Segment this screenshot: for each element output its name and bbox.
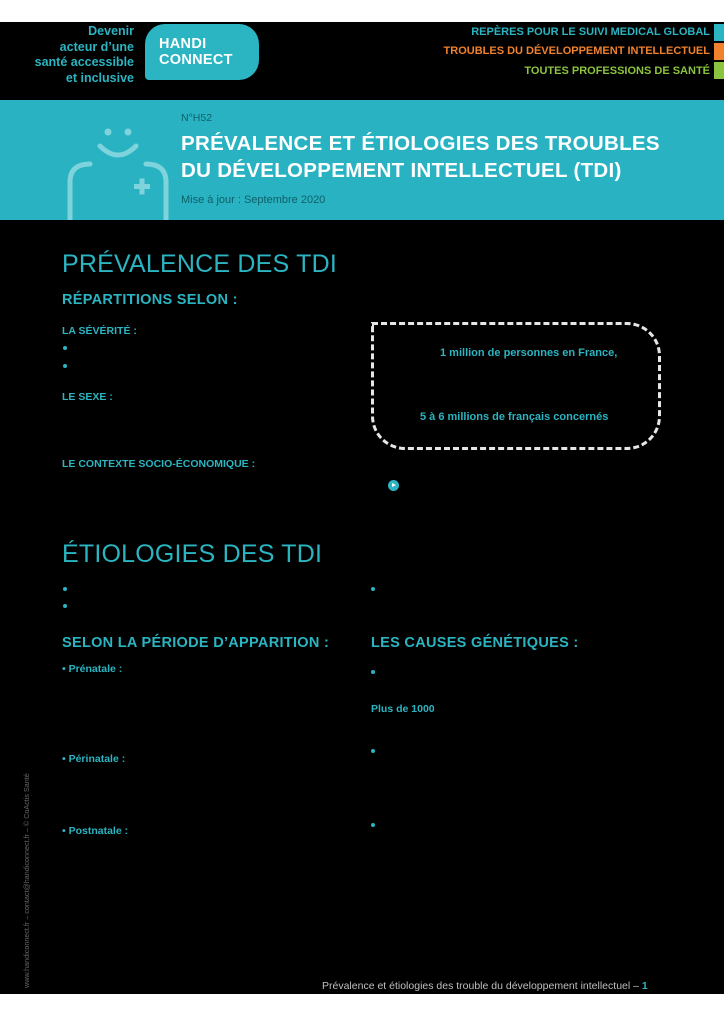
- etiologies-heading: ÉTIOLOGIES DES TDI: [62, 540, 323, 568]
- color-bar-orange: [714, 43, 724, 60]
- period-heading: SELON LA PÉRIODE D’APPARITION :: [62, 635, 330, 651]
- bullet: [371, 823, 375, 827]
- sex-label: LE SEXE :: [62, 391, 113, 403]
- bullet: [63, 587, 67, 591]
- bullet: [63, 364, 67, 368]
- logo-text: HANDI: [159, 36, 207, 52]
- category-troubles: TROUBLES DU DÉVELOPPEMENT INTELLECTUEL: [443, 45, 710, 57]
- tagline-line: Devenir: [88, 24, 134, 38]
- title-line: PRÉVALENCE ET ÉTIOLOGIES DES TROUBLES: [181, 132, 660, 155]
- key-figure-2: 5 à 6 millions de français concernés: [420, 411, 609, 423]
- side-credits: www.handiconnect.fr – contact@handiconnect.fr – © CoActis Santé: [22, 773, 31, 988]
- page-title: [181, 130, 660, 184]
- postnatal-label: • Postnatale :: [62, 825, 129, 837]
- bullet: [371, 749, 375, 753]
- repartitions-heading: RÉPARTITIONS SELON :: [62, 292, 238, 308]
- tagline-line: santé accessible: [34, 55, 134, 69]
- perinatal-label: • Périnatale :: [62, 753, 126, 765]
- genetic-count: Plus de 1000: [371, 703, 435, 715]
- color-bar-green: [714, 62, 724, 79]
- logo-text: CONNECT: [159, 52, 233, 68]
- sheet-number: N°H52: [181, 112, 213, 124]
- genetic-heading: LES CAUSES GÉNÉTIQUES :: [371, 635, 579, 651]
- severity-label: LA SÉVÉRITÉ :: [62, 325, 137, 337]
- category-professions: TOUTES PROFESSIONS DE SANTÉ: [524, 65, 710, 77]
- update-date: Mise à jour : Septembre 2020: [181, 194, 326, 206]
- page-footer: [322, 980, 648, 992]
- title-band: [0, 100, 724, 220]
- prenatal-label: • Prénatale :: [62, 663, 123, 675]
- prevalence-heading: PRÉVALENCE DES TDI: [62, 250, 337, 278]
- title-line: DU DÉVELOPPEMENT INTELLECTUEL (TDI): [181, 159, 622, 182]
- bullet: [371, 670, 375, 674]
- category-reperes: REPÈRES POUR LE SUIVI MEDICAL GLOBAL: [471, 26, 710, 38]
- context-label: LE CONTEXTE SOCIO-ÉCONOMIQUE :: [62, 458, 256, 470]
- key-figures-box: [371, 322, 661, 450]
- doctor-mascot-icon: [62, 112, 172, 220]
- play-icon[interactable]: [388, 480, 399, 491]
- tagline-line: et inclusive: [65, 70, 134, 85]
- page: [0, 22, 724, 994]
- color-bar-blue: [714, 24, 724, 41]
- tagline-line: acteur d’une: [59, 39, 134, 54]
- bullet: [371, 587, 375, 591]
- tagline: [0, 24, 134, 86]
- handiconnect-logo[interactable]: [145, 24, 259, 80]
- bullet: [63, 604, 67, 608]
- page-number: 1: [641, 980, 648, 992]
- footer-text: Prévalence et étiologies des trouble du développement intellectuel –: [322, 980, 642, 992]
- bullet: [63, 346, 67, 350]
- key-figure-1: 1 million de personnes en France,: [440, 347, 618, 359]
